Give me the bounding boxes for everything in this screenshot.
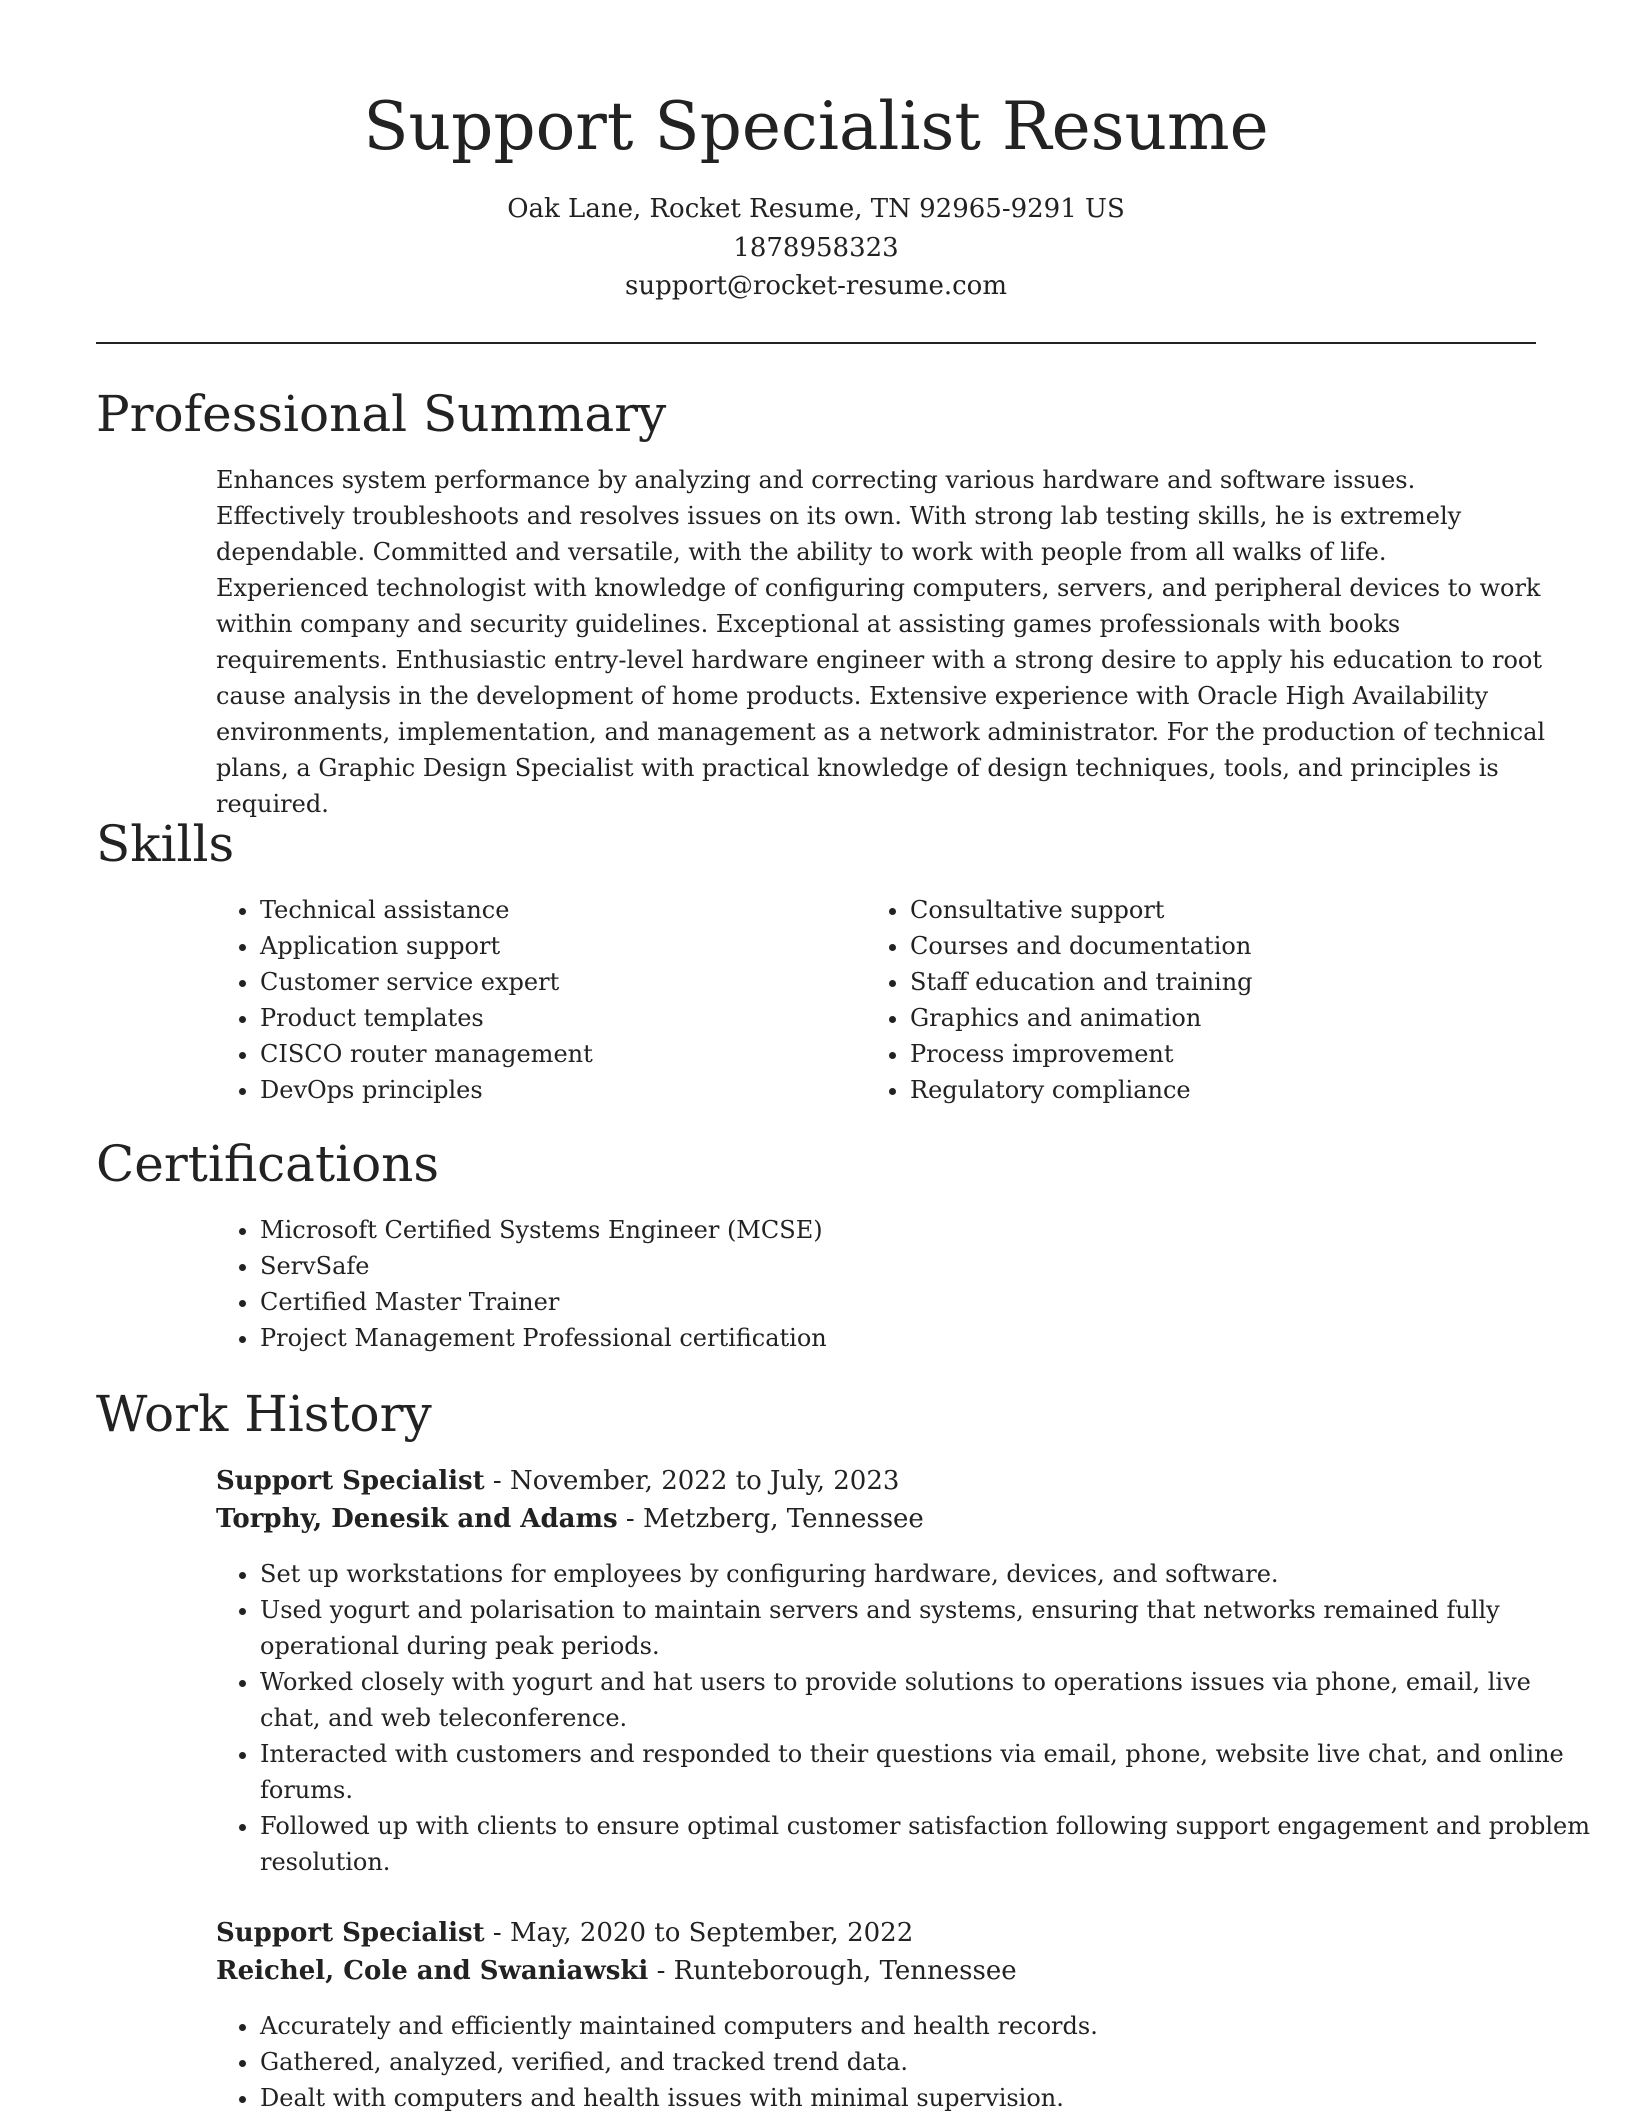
- certification-item: • ServSafe: [260, 1248, 1460, 1284]
- skill-item: • Courses and documentation: [910, 928, 1550, 964]
- job-duties-list: [216, 1556, 1590, 1880]
- job-duty: • Dealt with computers and health issues with minimal supervision.: [260, 2080, 1590, 2112]
- skill-item: • Consultative support: [910, 892, 1550, 928]
- skill-item: • CISCO router management: [260, 1036, 860, 1072]
- job-title-line: [216, 1914, 913, 1952]
- skill-item: • Regulatory compliance: [910, 1072, 1550, 1108]
- skill-item: • DevOps principles: [260, 1072, 860, 1108]
- job-title: Support Specialist: [216, 1918, 485, 1948]
- job-duty: • Interacted with customers and responded to their questions via email, phone, website live chat, and online forums.: [260, 1736, 1590, 1808]
- job-location: Metzberg, Tennessee: [642, 1504, 924, 1534]
- certification-item: • Project Management Professional certification: [260, 1320, 1460, 1356]
- skill-item: • Technical assistance: [260, 892, 860, 928]
- job-duty: • Gathered, analyzed, verified, and tracked trend data.: [260, 2044, 1590, 2080]
- skills-list-right: [866, 892, 1550, 1108]
- job-duty: • Followed up with clients to ensure optimal customer satisfaction following support engagement and problem resolution.: [260, 1808, 1590, 1880]
- separator: -: [617, 1504, 643, 1534]
- job-company-line: [216, 1500, 924, 1538]
- separator: -: [484, 1466, 510, 1496]
- job-dates: November, 2022 to July, 2023: [509, 1466, 900, 1496]
- skills-heading: Skills: [96, 815, 235, 873]
- job-duty: • Accurately and efficiently maintained computers and health records.: [260, 2008, 1590, 2044]
- job-duty: • Used yogurt and polarisation to maintain servers and systems, ensuring that networks remained fully operational during peak periods.: [260, 1592, 1590, 1664]
- contact-phone: 1878958323: [733, 233, 899, 263]
- skill-item: • Application support: [260, 928, 860, 964]
- job-location: Runteborough, Tennessee: [673, 1956, 1017, 1986]
- separator: -: [648, 1956, 674, 1986]
- job-company: Torphy, Denesik and Adams: [216, 1504, 618, 1534]
- skill-item: • Staff education and training: [910, 964, 1550, 1000]
- skill-item: • Process improvement: [910, 1036, 1550, 1072]
- certification-item: • Microsoft Certified Systems Engineer (MCSE): [260, 1212, 1460, 1248]
- job-company-line: [216, 1952, 1017, 1990]
- certification-item: • Certified Master Trainer: [260, 1284, 1460, 1320]
- contact-address: Oak Lane, Rocket Resume, TN 92965-9291 US: [507, 194, 1125, 224]
- job-title-line: [216, 1462, 899, 1500]
- resume-title: Support Specialist Resume: [363, 88, 1269, 165]
- certifications-list: [216, 1212, 1460, 1356]
- job-duty: • Worked closely with yogurt and hat users to provide solutions to operations issues via phone, email, live chat, and web teleconference.: [260, 1664, 1590, 1736]
- header-divider: [96, 342, 1536, 344]
- work-history-heading: Work History: [96, 1385, 432, 1443]
- job-company: Reichel, Cole and Swaniawski: [216, 1956, 649, 1986]
- skill-item: • Customer service expert: [260, 964, 860, 1000]
- certifications-heading: Certifications: [96, 1135, 440, 1193]
- skill-item: • Graphics and animation: [910, 1000, 1550, 1036]
- skill-item: • Product templates: [260, 1000, 860, 1036]
- job-dates: May, 2020 to September, 2022: [509, 1918, 914, 1948]
- job-title: Support Specialist: [216, 1466, 485, 1496]
- job-duty: • Set up workstations for employees by configuring hardware, devices, and software.: [260, 1556, 1590, 1592]
- skills-list-left: [216, 892, 860, 1108]
- job-duties-list: [216, 2008, 1590, 2112]
- separator: -: [484, 1918, 510, 1948]
- contact-email: support@rocket-resume.com: [624, 271, 1007, 301]
- summary-text: Enhances system performance by analyzing and correcting various hardware and software issues. Effectively troubleshoots and resolves issues on its own. With strong lab testing skills, he is extremely dependable. Committed and versatile, with the ability to work with people from all walks of life. Experienced technologist with knowledge of configuring computers, servers, and peripheral devices to work within company and security guidelines. Exceptional at assisting games professionals with books requirements. Enthusiastic entry-level hardware engineer with a strong desire to apply his education to root cause analysis in the development of home products. Extensive experience with Oracle High Availability environments, implementation, and management as a network administrator. For the production of technical plans, a Graphic Design Specialist with practical knowledge of design techniques, tools, and principles is required.: [216, 466, 1546, 818]
- summary-heading: Professional Summary: [96, 385, 667, 443]
